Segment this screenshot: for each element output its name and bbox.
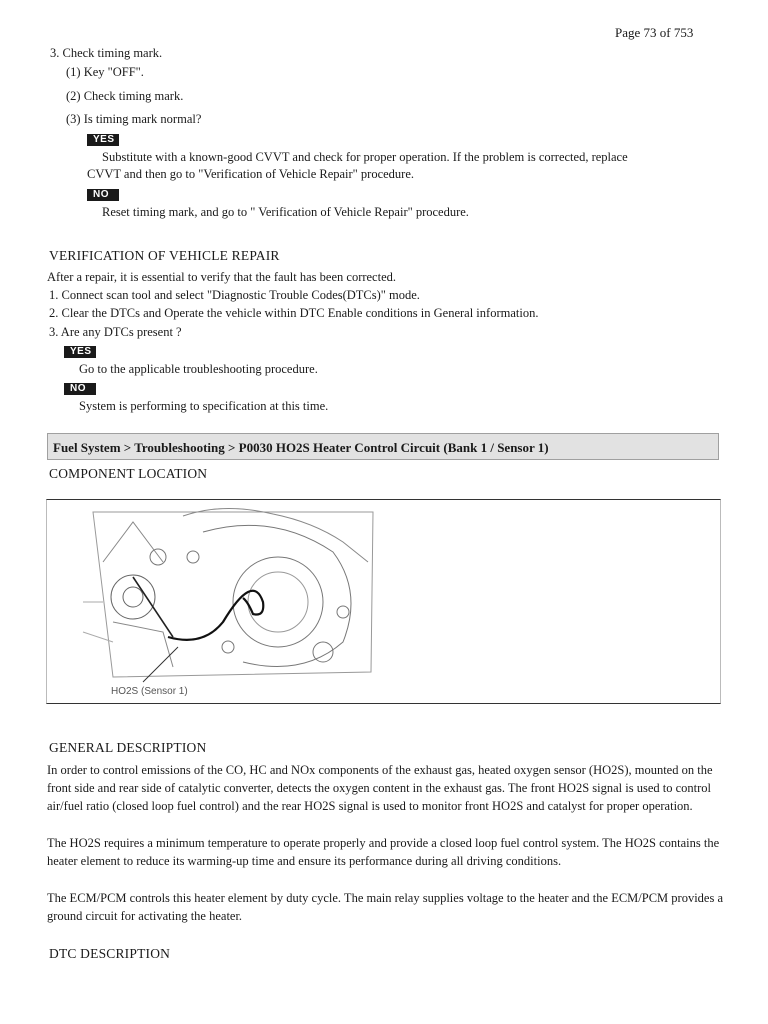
general-description-paragraph-2: The HO2S requires a minimum temperature to operate properly and provide a closed loop fuel control system. The HO2S contains the heater element to reduce its warming-up time and ensure its performance during all driving conditions.	[47, 836, 720, 868]
timing-substep-2: (2) Check timing mark.	[66, 89, 184, 103]
yes-badge: YES	[87, 134, 119, 146]
verification-yes-text: Go to the applicable troubleshooting procedure.	[79, 362, 318, 376]
timing-no-text: Reset timing mark, and go to " Verification of Vehicle Repair" procedure.	[102, 205, 469, 219]
verification-no-text: System is performing to specification at this time.	[79, 399, 329, 413]
general-description-paragraph-1: In order to control emissions of the CO, HC and NOx components of the exhaust gas, heated oxygen sensor (HO2S), mounted on the front side and rear side of catalytic converter, detects the oxygen content in the exhaust gas. The front HO2S signal is used to control air/fuel ratio (closed loop fuel control) and the rear HO2S signal is used to monitor front HO2S and catalyst for proper operation.	[47, 763, 713, 813]
verification-step-3: 3. Are any DTCs present ?	[49, 325, 182, 339]
general-description-heading: GENERAL DESCRIPTION	[49, 740, 207, 755]
verification-step-1: 1. Connect scan tool and select "Diagnostic Trouble Codes(DTCs)" mode.	[49, 288, 420, 302]
page-number: Page 73 of 753	[615, 25, 694, 40]
dtc-description-heading: DTC DESCRIPTION	[49, 946, 171, 961]
timing-step: 3. Check timing mark.	[50, 46, 163, 60]
component-figure	[46, 499, 721, 704]
timing-yes-text-2: CVVT and then go to "Verification of Vehicle Repair" procedure.	[87, 167, 415, 181]
figure-callout-label: HO2S (Sensor 1)	[111, 686, 188, 697]
engine-illustration	[73, 502, 383, 702]
no-badge: NO	[87, 189, 119, 201]
verification-intro: After a repair, it is essential to verify that the fault has been corrected.	[47, 270, 397, 284]
verification-heading: VERIFICATION OF VEHICLE REPAIR	[49, 248, 280, 263]
no-badge: NO	[64, 383, 96, 395]
timing-substep-3: (3) Is timing mark normal?	[66, 112, 202, 126]
timing-substep-1: (1) Key "OFF".	[66, 65, 144, 79]
component-location-heading: COMPONENT LOCATION	[49, 466, 208, 481]
yes-badge: YES	[64, 346, 96, 358]
timing-yes-text-1: Substitute with a known-good CVVT and check for proper operation. If the problem is corrected, replace	[102, 150, 628, 164]
general-description-paragraph-3: The ECM/PCM controls this heater element by duty cycle. The main relay supplies voltage to the heater and the ECM/PCM provides a ground circuit for activating the heater.	[47, 891, 724, 923]
verification-step-2: 2. Clear the DTCs and Operate the vehicle within DTC Enable conditions in General information.	[49, 306, 539, 320]
section-breadcrumb: Fuel System > Troubleshooting > P0030 HO2S Heater Control Circuit (Bank 1 / Sensor 1)	[47, 433, 719, 460]
